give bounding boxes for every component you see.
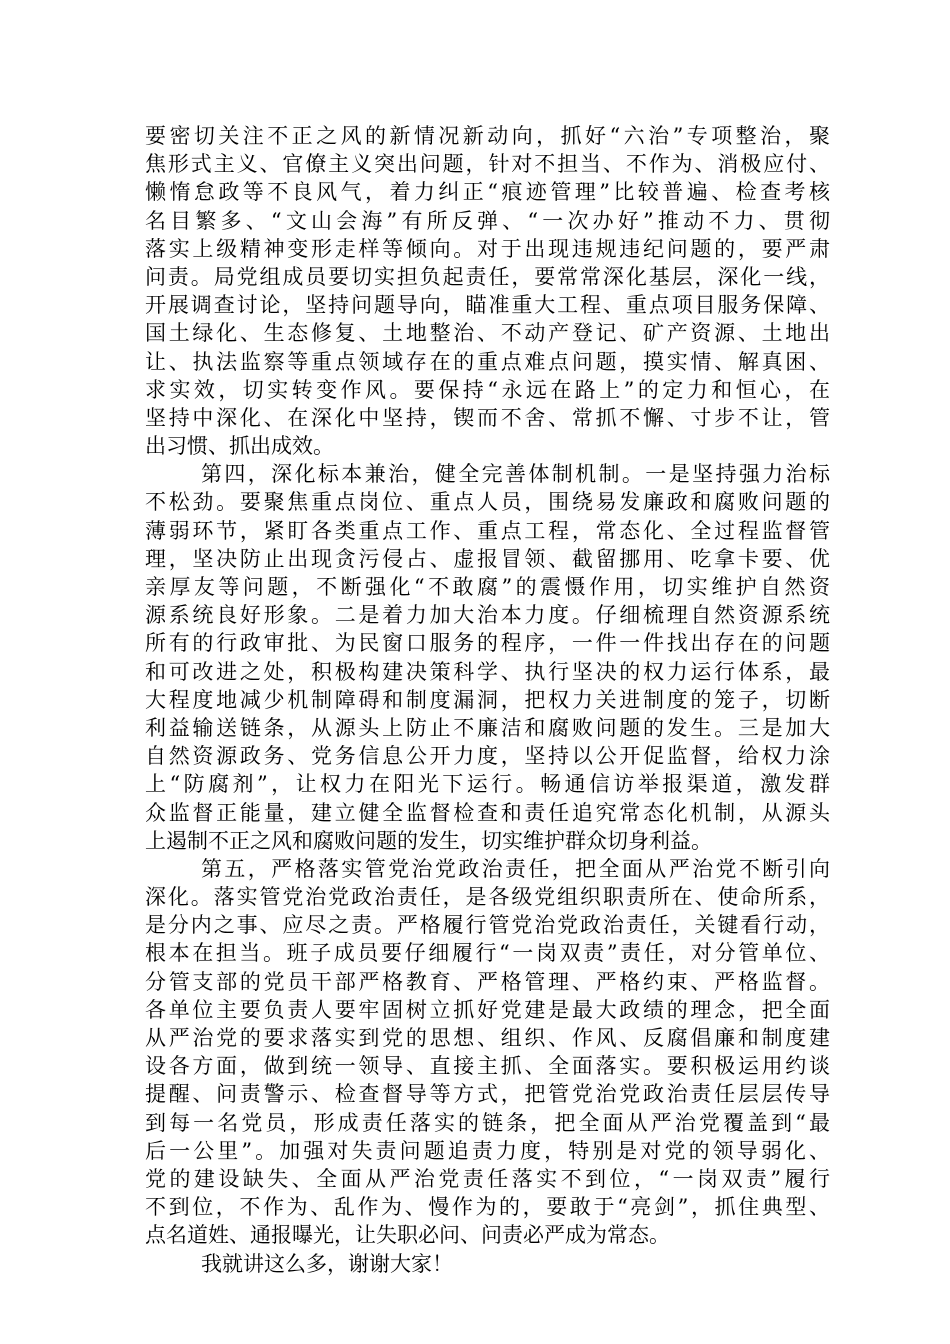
text-line: 从严治党的要求落实到党的思想、组织、作风、反腐倡廉和制度建 bbox=[145, 1026, 830, 1050]
text-line: 根本在担当。班子成员要仔细履行“一岗双责”责任，对分管单位、 bbox=[145, 941, 830, 966]
text-line: 是分内之事、应尽之责。严格履行管党治党政治责任，关键看行动， bbox=[145, 913, 830, 938]
text-line: 坚持中深化、在深化中坚持，锲而不舍、常抓不懈、寸步不让，管 bbox=[145, 405, 830, 430]
text-line: 落实上级精神变形走样等倾向。对于出现违规违纪问题的，要严肃 bbox=[145, 236, 830, 261]
text-line: 懒惰怠政等不良风气，着力纠正“痕迹管理”比较普遍、检查考核 bbox=[145, 180, 830, 205]
text-line: 理，坚决防止出现贪污侵占、虚报冒领、截留挪用、吃拿卡要、优 bbox=[145, 546, 830, 571]
text-line: 深化。落实管党治党政治责任，是各级党组织职责所在、使命所系， bbox=[145, 885, 830, 910]
text-line: 党的建设缺失、全面从严治党责任落实不到位，“一岗双责”履行 bbox=[145, 1166, 830, 1191]
text-line: 点名道姓、通报曝光，让失职必问、问责必严成为常态。 bbox=[145, 1223, 670, 1248]
text-line: 众监督正能量，建立健全监督检查和责任追究常态化机制，从源头 bbox=[145, 800, 830, 825]
text-line: 国土绿化、生态修复、土地整治、不动产登记、矿产资源、土地出 bbox=[145, 321, 830, 346]
text-line: 薄弱环节，紧盯各类重点工作、重点工程，常态化、全过程监督管 bbox=[145, 518, 830, 543]
text-line: 大程度地减少机制障碍和制度漏洞，把权力关进制度的笼子，切断 bbox=[145, 687, 830, 712]
text-line: 源系统良好形象。二是着力加大治本力度。仔细梳理自然资源系统 bbox=[145, 603, 830, 628]
text-line: 各单位主要负责人要牢固树立抓好党建是最大政绩的理念，把全面 bbox=[145, 997, 830, 1022]
text-line: 第四，深化标本兼治，健全完善体制机制。一是坚持强力治标 bbox=[201, 462, 830, 487]
text-line: 要密切关注不正之风的新情况新动向，抓好“六治”专项整治，聚 bbox=[145, 124, 830, 148]
text-line: 所有的行政审批、为民窗口服务的程序，一件一件找出存在的问题 bbox=[145, 631, 830, 656]
text-line: 出习惯、抓出成效。 bbox=[145, 434, 334, 459]
text-line: 提醒、问责警示、检查督导等方式，把管党治党政治责任层层传导 bbox=[145, 1082, 830, 1107]
text-line: 自然资源政务、党务信息公开力度，坚持以公开促监督，给权力涂 bbox=[145, 744, 830, 769]
text-line: 问责。局党组成员要切实担负起责任，要常常深化基层，深化一线， bbox=[145, 264, 830, 289]
text-line: 上“防腐剂”，让权力在阳光下运行。畅通信访举报渠道，激发群 bbox=[145, 772, 830, 797]
text-line: 开展调查讨论，坚持问题导向，瞄准重大工程、重点项目服务保障、 bbox=[145, 293, 830, 318]
text-line: 上遏制不正之风和腐败问题的发生，切实维护群众切身利益。 bbox=[145, 828, 712, 853]
text-line: 设各方面，做到统一领导、直接主抓、全面落实。要积极运用约谈 bbox=[145, 1054, 830, 1079]
body-text bbox=[145, 122, 830, 1278]
text-line: 亲厚友等问题，不断强化“不敢腐”的震慑作用，切实维护自然资 bbox=[145, 575, 830, 599]
text-line: 第五，严格落实管党治党政治责任，把全面从严治党不断引向 bbox=[201, 856, 830, 881]
text-line: 不到位，不作为、乱作为、慢作为的，要敢于“亮剑”，抓住典型、 bbox=[145, 1195, 830, 1220]
text-line: 焦形式主义、官僚主义突出问题，针对不担当、不作为、消极应付、 bbox=[145, 152, 830, 177]
text-line: 利益输送链条，从源头上防止不廉洁和腐败问题的发生。三是加大 bbox=[145, 715, 830, 740]
text-line: 名目繁多、“文山会海”有所反弹、“一次办好”推动不力、贯彻 bbox=[145, 208, 830, 233]
text-line: 求实效，切实转变作风。要保持“永远在路上”的定力和恒心，在 bbox=[145, 377, 830, 402]
text-line: 后一公里”。加强对失责问题追责力度，特别是对党的领导弱化、 bbox=[145, 1138, 830, 1163]
text-line: 我就讲这么多，谢谢大家！ bbox=[201, 1251, 453, 1276]
text-line: 让、执法监察等重点领域存在的重点难点问题，摸实情、解真困、 bbox=[145, 349, 830, 374]
text-line: 到每一名党员，形成责任落实的链条，把全面从严治党覆盖到“最 bbox=[145, 1110, 830, 1135]
text-line: 不松劲。要聚焦重点岗位、重点人员，围绕易发廉政和腐败问题的 bbox=[145, 490, 830, 515]
text-line: 和可改进之处，积极构建决策科学、执行坚决的权力运行体系，最 bbox=[145, 659, 830, 684]
text-line: 分管支部的党员干部严格教育、严格管理、严格约束、严格监督。 bbox=[145, 969, 830, 994]
